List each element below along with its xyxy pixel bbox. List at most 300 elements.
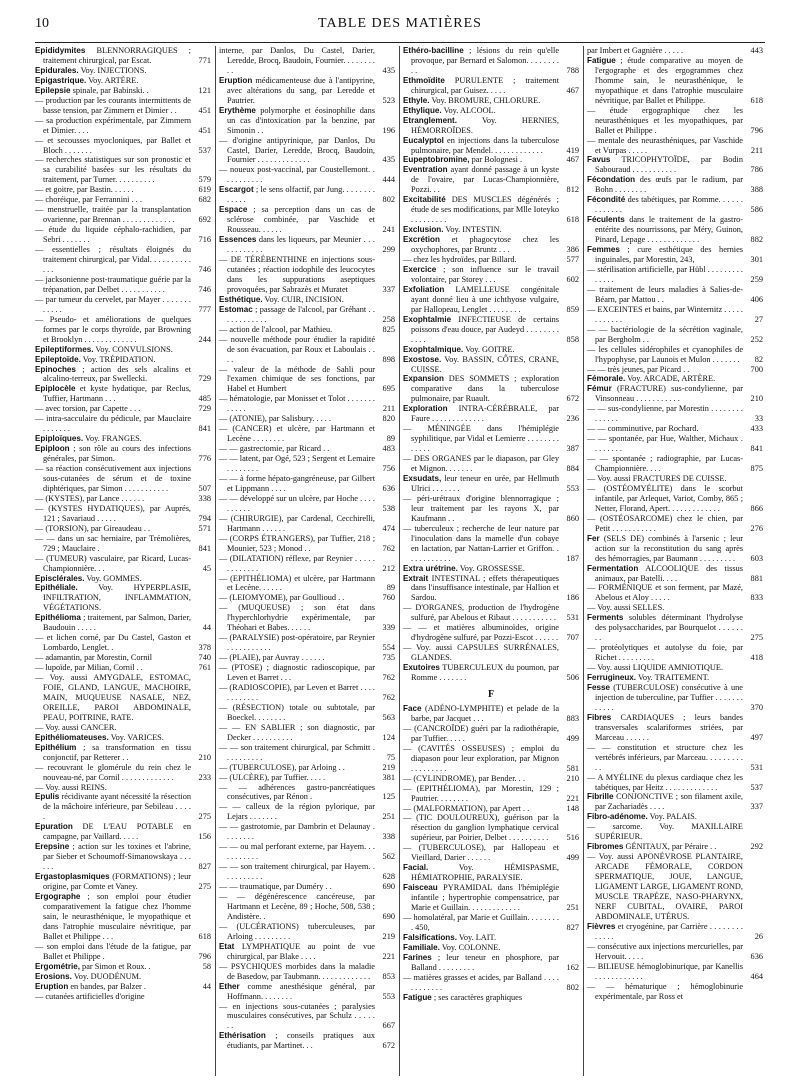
entry-text: ; son emploi pour étudier comparativement la fatigue chez l'homme sain, le neurasthénique, le myopathique et dans l'atrophie musculaire névritique, par Ballet et Philippe . . .	[43, 892, 191, 941]
entry-text: — (MUQUEUSE) ; son état dans l'hyperchlorhydrie expérimentale, par Théohari et Babes. . . . . .	[219, 603, 375, 633]
entry-text: — matières grasses et acides, par Balland . . . . . . . . . . . .	[403, 972, 559, 992]
entry-text: CONJONCTIVE ; son filament axile, par Zachariadès . . . .	[595, 792, 743, 812]
entry-text: — (PLAIE), par Auvray . . . . . .	[219, 653, 325, 663]
entry-page-number: 735	[382, 653, 395, 663]
entry-text: — Voy. aussi APONÉVROSE PLANTAIRE, ARCADE FÉMORALE, CORDON SPERMATIQUE, JOUE, LANGUE, LIGAMENT LARGE, LIGAMENT ROND, MUSCLE TRAPÈZE, NASO-PHARYNX, NERF CUBITAL, OVAIRE, PAROI ABDOMINALE, UTÉRUS.	[587, 852, 743, 921]
entry-text: — FORMÉNIQUE et son ferment, par Mazé, Abelous et Aloy . . . . .	[587, 583, 743, 603]
entry-text: en injections dans la tuberculose pulmonaire, par Mendel. . . . . . . . . . . . .	[411, 135, 559, 155]
entry-text: — (TUBERCULOSE), par Hallopeau et Vieillard, Darier . . . . . .	[403, 843, 559, 863]
entry-text: — Voy. aussi AMYGDALE, ESTOMAC, FOIE, GLAND, LANGUE, MACHOIRE, MAIN, MUQUEUSE NASALE, NEZ, OREILLE, PAROI ABDOMINALE, PEAU, POITRINE, RATE.	[35, 673, 191, 722]
entry-page-number: 337	[382, 284, 395, 294]
entry-page-number: 812	[566, 185, 579, 195]
index-entry	[219, 335, 395, 365]
index-entry	[35, 583, 211, 613]
index-column-4	[587, 46, 763, 1076]
index-entry	[219, 534, 395, 554]
entry-page-number: 251	[566, 903, 579, 913]
entry-text: ; son rôle au cours des infections générales, par Simon.	[43, 444, 191, 464]
entry-headword: Fer	[587, 533, 600, 543]
entry-headword: Epiplocèle	[35, 384, 76, 394]
entry-text: — — latent, par Ogé, 523 ; Sergent et Lemaire . . . . . . . .	[219, 454, 375, 474]
entry-text: dans le traitement de la gastro-entérite des nourrissons, par Méry, Guinon, Pinard, Lepage . . . . . . . . . . . . .	[595, 215, 743, 245]
index-entry	[219, 325, 395, 335]
index-entry	[403, 784, 579, 804]
entry-text: Voy. GOITRE.	[463, 344, 515, 354]
entry-text: — recouvrant le glomérule du rein chez le nouveau-né, par Cornil . . . . . . . . . . . . .	[35, 762, 191, 782]
entry-headword: Eruption	[35, 981, 69, 991]
index-entry	[219, 554, 395, 574]
entry-text: — — très jeunes, par Picard . .	[587, 364, 690, 374]
entry-text: — (CORPS ÉTRANGERS), par Tuffier, 218 ; Mounier, 523 ; Monod . .	[219, 533, 375, 553]
entry-text: — (RÉSECTION) totale ou subtotale, par Boeckel. . . . . . . .	[219, 702, 375, 722]
entry-text: DES MUSCLES dégénérés ; étude de ses modifications, par Mlle Ioteyko . . . . . . . . .	[411, 195, 559, 225]
entry-page-number: 771	[198, 55, 211, 65]
index-entry	[403, 774, 579, 784]
entry-text: — — à forme hépato-gangréneuse, par Gilbert et Lippmann . . . .	[219, 473, 375, 493]
index-entry	[587, 982, 763, 1002]
entry-page-number: 467	[566, 85, 579, 95]
entry-page-number: 898	[382, 354, 395, 364]
entry-page-number: 467	[566, 155, 579, 165]
entry-headword: Fièvres	[587, 921, 616, 931]
entry-page-number: 802	[566, 982, 579, 992]
entry-page-number: 841	[198, 424, 211, 434]
index-entry	[587, 673, 763, 683]
entry-text: — — bactériologie de la sécrétion vaginale, par Bergholm . .	[587, 324, 743, 344]
entry-page-number: 562	[382, 852, 395, 862]
entry-headword: Epulis	[35, 792, 60, 802]
index-entry	[587, 643, 763, 663]
index-entry	[587, 265, 763, 285]
entry-headword: Epithélium	[35, 742, 77, 752]
entry-page-number: 516	[566, 833, 579, 843]
entry-page-number: 716	[198, 235, 211, 245]
entry-text: — lupoïde, par Milian, Cornil . .	[35, 663, 143, 673]
entry-page-number: 212	[382, 563, 395, 573]
entry-headword: Etranglement.	[403, 115, 457, 125]
index-entry	[35, 185, 211, 195]
entry-page-number: 44	[202, 981, 211, 991]
entry-headword: Fibres	[587, 712, 612, 722]
entry-text: — stérilisation artificielle, par Hübl . . . . . . . . . . . . . .	[587, 264, 743, 284]
entry-page-number: 776	[198, 454, 211, 464]
entry-page-number: 618	[566, 215, 579, 225]
index-entry	[403, 165, 579, 195]
entry-text: — nouvelle méthode pour étudier la rapidité de son évacuation, par Roux et Laboulais . . . .	[219, 334, 375, 364]
entry-page-number: 236	[566, 414, 579, 424]
entry-headword: Eucalyptol	[403, 135, 444, 145]
index-entry	[587, 136, 763, 156]
index-entry	[403, 235, 579, 255]
entry-headword: Exsudats,	[403, 473, 442, 483]
index-entry	[35, 96, 211, 116]
index-entry	[587, 812, 763, 822]
entry-text: GÉNITAUX, par Péraire . .	[623, 842, 717, 852]
page-number: 10	[35, 16, 49, 31]
entry-headword: Eventration	[403, 165, 448, 175]
entry-page-number: 497	[750, 732, 763, 742]
index-entry	[35, 524, 211, 534]
column-divider	[583, 46, 584, 1076]
entry-text: — par tumeur du cervelet, par Mayer . . . . . . . . . . . .	[35, 294, 191, 314]
entry-text: — étude ergographique chez les neurasthéniques et les myopathiques, par Ballet et Philippe .	[587, 105, 743, 135]
index-entry	[219, 165, 395, 185]
index-entry	[219, 255, 395, 295]
entry-page-number: 406	[750, 294, 763, 304]
entry-text: Voy. HÉMISPASME, HÉMIATROPHIE, PARALYSIE.	[411, 863, 559, 883]
entry-headword: Epididymites	[35, 46, 86, 55]
entry-headword: Fatigue	[403, 992, 432, 1002]
index-entry	[403, 96, 579, 106]
index-entry	[403, 474, 579, 494]
index-entry	[219, 822, 395, 842]
entry-headword: Ethéro-bacilline	[403, 46, 464, 55]
entry-page-number: 523	[382, 95, 395, 105]
index-entry	[35, 355, 211, 365]
entry-text: PURULENTE ; traitement chirurgical, par Guisez. . . . .	[411, 75, 559, 95]
index-entry	[403, 255, 579, 265]
index-entry	[403, 106, 579, 116]
entry-text: — (LEIOMYOME), par Goullioud . .	[219, 593, 345, 603]
entry-text: Voy. INTESTIN.	[443, 225, 502, 235]
entry-text: — (CANCER) et ulcère, par Hartmann et Lecène . . . . . . . .	[219, 424, 375, 444]
entry-page-number: 258	[382, 314, 395, 324]
entry-text: — — adhérences gastro-pancréatiques consécutives, par Rénon .	[219, 782, 375, 802]
index-entry	[219, 46, 395, 76]
entry-page-number: 881	[750, 573, 763, 583]
index-entry	[219, 514, 395, 534]
entry-page-number: 211	[750, 145, 763, 155]
index-entry	[35, 743, 211, 763]
index-entry	[403, 46, 579, 76]
entry-text: par Simon et Roux. .	[79, 961, 151, 971]
entry-text: — Voy. aussi CAPSULES SURRÉNALES, GLANDES.	[403, 643, 559, 663]
entry-page-number: 586	[750, 205, 763, 215]
entry-headword: Ethérisation	[219, 1031, 266, 1041]
index-entry	[403, 494, 579, 524]
entry-page-number: 244	[198, 334, 211, 344]
entry-text: — (MALFORMATION), par Apert . .	[403, 803, 530, 813]
entry-page-number: 883	[566, 713, 579, 723]
entry-page-number: 796	[750, 125, 763, 135]
entry-text: et kyste hydatique, par Reclus, Tuffier, Hartmann . . .	[43, 384, 191, 404]
index-entry	[587, 663, 763, 673]
index-entry	[219, 743, 395, 763]
entry-text: — MÉNINGÉE dans l'hémiplégie syphilitique, par Vidal et Lemierre . . . . . . . . . . . . .	[403, 424, 559, 454]
entry-page-number: 762	[382, 673, 395, 683]
entry-page-number: 760	[382, 593, 395, 603]
index-column-1	[35, 46, 211, 1076]
index-entry	[587, 56, 763, 106]
entry-text: ; cure esthétique des hernies inguinales, par Morestin, 243,	[595, 245, 743, 265]
entry-headword: Fermentation	[587, 563, 639, 573]
entry-headword: Exploration	[403, 404, 448, 414]
entry-page-number: 506	[566, 673, 579, 683]
index-entry	[35, 763, 211, 783]
entry-page-number: 370	[750, 702, 763, 712]
index-entry	[403, 973, 579, 993]
index-entry	[219, 773, 395, 783]
index-entry	[403, 883, 579, 913]
entry-headword: Exostose.	[403, 354, 442, 364]
index-entry	[35, 892, 211, 942]
column-divider	[399, 46, 400, 1076]
entry-text: spinale, par Babinski. .	[70, 85, 149, 95]
entry-headword: Espace	[219, 205, 248, 215]
index-entry	[403, 943, 579, 953]
entry-text: — Voy. aussi REINS.	[35, 782, 107, 792]
index-entry	[35, 414, 211, 434]
index-entry	[219, 235, 395, 255]
entry-text: Voy. VARICES.	[108, 732, 164, 742]
index-entry	[219, 703, 395, 723]
index-entry	[219, 136, 395, 166]
entry-headword: Exutoires	[403, 663, 440, 673]
index-column-3	[403, 46, 579, 1076]
index-entry	[219, 494, 395, 514]
index-entry	[587, 434, 763, 454]
entry-text: — Pseudo- et améliorations de quelques formes par le corps thyroïde, par Browning et Brooklyn . . . . . . . . . . . . .	[35, 314, 191, 344]
index-column-2	[219, 46, 395, 1076]
index-entry	[35, 733, 211, 743]
entry-headword: Ethmoïdite	[403, 75, 445, 85]
entry-text: — — dans un sac herniaire, par Trémolières, 729 ; Mauclaire .	[35, 533, 191, 553]
entry-headword: Féculents	[587, 215, 625, 225]
index-entry	[219, 1002, 395, 1032]
index-entry	[587, 345, 763, 365]
entry-page-number: 388	[750, 185, 763, 195]
entry-page-number: 338	[382, 832, 395, 842]
index-entry	[35, 464, 211, 494]
index-entry	[219, 653, 395, 663]
index-entry	[587, 792, 763, 812]
entry-text: solubles déterminant l'hydrolyse des polysaccharides, par Bourquelot . . . . . . . .	[595, 613, 743, 643]
entry-headword: Fibro-adénome.	[587, 812, 648, 822]
index-entry	[35, 842, 211, 872]
entry-page-number: 485	[198, 394, 211, 404]
entry-headword: Estomac	[219, 304, 253, 314]
entry-text: Voy. LAIT.	[456, 932, 497, 942]
entry-text: — homolatéral, par Marie et Guillain. . . . . . . . . 450,	[403, 913, 559, 932]
index-entry	[219, 414, 395, 424]
entry-text: INFECTIEUSE de certains poissons d'eau douce, par Audeyd . . . . . . . . . . . .	[411, 314, 559, 344]
entry-text: — (RADIOSCOPIE), par Leven et Barret . . . . . . . . . . . .	[219, 683, 375, 702]
entry-text: — BILIEUSE hémoglobinurique, par Kanellis . . . . . . . . . . . .	[587, 961, 743, 981]
entry-page-number: 820	[382, 414, 395, 424]
entry-page-number: 554	[382, 643, 395, 653]
index-entry	[587, 404, 763, 424]
index-entry	[587, 583, 763, 603]
entry-page-number: 26	[754, 931, 763, 941]
entry-text: — — son traitement chirurgical, par Hayem. . . . . . . . . . .	[219, 862, 375, 882]
index-entry	[219, 802, 395, 822]
entry-page-number: 419	[566, 145, 579, 155]
entry-text: médicamenteuse due à l'antipyrine, avec altérations du sang, par Leredde et Pautrier.	[227, 75, 375, 105]
entry-text: — valeur de la méthode de Sahli pour l'examen chimique de ses fonctions, par Habel et Humbert	[219, 364, 375, 394]
index-entry	[403, 136, 579, 156]
entry-text: — en injections sous-cutanées ; paralysies musculaires consécutives, par Schulz . . . . . . .	[219, 1001, 375, 1031]
entry-page-number: 292	[750, 842, 763, 852]
entry-text: — (DILATATION) réflexe, par Reynier . . . . . . . . . . . . .	[219, 553, 375, 573]
entry-headword: Epileptoïde.	[35, 354, 81, 364]
entry-text: — — sus-condylienne, par Morestin . . . . . . . . . . . . . .	[587, 404, 743, 424]
entry-headword: Excitabilité	[403, 195, 446, 205]
index-entry	[403, 574, 579, 604]
entry-page-number: 121	[198, 85, 211, 95]
entry-page-number: 451	[198, 125, 211, 135]
entry-page-number: 233	[198, 772, 211, 782]
entry-headword: Expansion	[403, 374, 444, 384]
entry-headword: Epiploon	[35, 444, 70, 454]
entry-page-number: 45	[202, 563, 211, 573]
entry-text: — (TUBERCULOSE), par Arloing . .	[219, 762, 345, 772]
entry-page-number: 301	[750, 255, 763, 265]
entry-text: ; action sur les toxines et l'abrine, par Sieber et Schoumoff-Simanowskaya . . . . . .	[43, 842, 191, 872]
entry-page-number: 537	[198, 145, 211, 155]
entry-text: — — et matières albuminoïdes, origine d'hydrogène sulfuré, par Pozzi-Escot . . . . . .	[403, 623, 559, 643]
entry-text: Voy. GROSSESSE.	[457, 563, 525, 573]
index-entry	[219, 365, 395, 395]
entry-text: par Bolognesi .	[469, 155, 523, 165]
entry-page-number: 474	[382, 523, 395, 533]
index-entry	[219, 295, 395, 305]
entry-page-number: 435	[382, 155, 395, 165]
index-entry	[219, 882, 395, 892]
entry-text: Voy. HERNIES, HÉMORROÏDES.	[411, 115, 559, 135]
entry-text: LAMELLEUSE congénitale ayant donné lieu à une ichthyose vulgaire, par Hallopeau, Lenglet . . . . . . . .	[411, 284, 559, 314]
entry-text: — (ULCÉRATIONS) tuberculeuses, par Arloing . . . . . . . . .	[219, 921, 375, 941]
entry-text: en bandes, par Balzer .	[68, 981, 146, 991]
index-entry	[219, 474, 395, 494]
entry-text: — sa production expérimentale, par Zimmern et Dimier. . . .	[35, 115, 191, 135]
entry-text: — les cellules sidérophiles et cyanophiles de l'hypophyse, par Launois et Mulon . . . . . . .	[587, 344, 743, 364]
entry-headword: Ethyle.	[403, 95, 430, 105]
index-entry	[219, 663, 395, 683]
index-entry	[35, 404, 211, 414]
entry-page-number: 187	[566, 553, 579, 563]
entry-text: — (OSTÉOMYÉLITE) dans le scorbut infantile, par Arlequet, Variot, Comby, 865 ; Netter, Florand, Apert. . . . . . . . . . . . .	[587, 483, 743, 513]
index-entry	[587, 424, 763, 434]
index-entry	[35, 673, 211, 723]
entry-text: polymorphe et éosinophilie dans un cas d'intoxication par la benzine, par Simonin . .	[227, 105, 375, 135]
entry-page-number: 27	[754, 314, 763, 324]
entry-text: ; traitement, par Salmon, Darier, Baudouin . . . . .	[43, 613, 191, 633]
entry-text: ; passage de l'alcool, par Gréhant . . . . . . . . . . . .	[227, 304, 375, 324]
entry-text: — — dégénérescence cancéreuse, par Hartmann et Lecène, 89 ; Hoche, 508, 538 ; Andistère. .	[219, 892, 375, 921]
entry-text: — (CANCROÏDE) guéri par la radiothérapie, par Tuffier. . . . .	[403, 723, 559, 743]
entry-text: — traitement de leurs maladies à Salies-de-Béarn, par Mattou . .	[587, 284, 743, 304]
index-entry	[35, 962, 211, 972]
index-columns	[35, 46, 765, 1076]
entry-headword: Fibrille	[587, 792, 614, 802]
entry-headword: Ethylique.	[403, 105, 442, 115]
index-entry	[35, 66, 211, 76]
entry-page-number: 884	[566, 464, 579, 474]
index-entry	[587, 773, 763, 793]
entry-page-number: 378	[198, 643, 211, 653]
entry-text: — et secousses myocloniques, par Ballet et Bloch . . . . . . .	[35, 135, 191, 155]
entry-page-number: 618	[750, 95, 763, 105]
entry-text: des œufs par le radium, par Bohn . . . . . . . .	[595, 175, 743, 195]
entry-page-number: 210	[750, 394, 763, 404]
entry-text: — tuberculeux ; recherche de leur nature par l'inoculation dans la mamelle d'un cobaye en lactation, par Nattan-Larrier et Griffon. . . . . . . . . . . .	[403, 523, 559, 563]
entry-text: ; ses caractères graphiques	[431, 992, 523, 1002]
entry-text: ALCOOLIQUE des tissus animaux, par Batelli. . . .	[595, 563, 743, 583]
entry-page-number: 746	[198, 284, 211, 294]
index-entry	[403, 355, 579, 375]
entry-text: — sarcome. Voy. MAXILLAIRE SUPÉRIEUR.	[587, 822, 743, 842]
entry-headword: Excrétion	[403, 235, 440, 245]
entry-text: — péri-urétraux d'origine blennorragique ; leur traitement par les rayons X, par Kaufmann . .	[403, 493, 559, 523]
entry-page-number: 860	[566, 513, 579, 523]
entry-headword: Ergastoplasmiques	[35, 872, 110, 882]
index-entry	[35, 225, 211, 245]
entry-page-number: 444	[382, 175, 395, 185]
index-entry	[403, 345, 579, 355]
entry-page-number: 619	[198, 185, 211, 195]
index-entry	[219, 424, 395, 444]
entry-page-number: 707	[566, 633, 579, 643]
entry-text: — sa réaction consécutivement aux injections sous-cutanées de sérum et de toxine diphtériques, par Simon . . . . . . . . . . .	[35, 464, 191, 493]
entry-headword: Fibromes	[587, 842, 624, 852]
index-entry	[587, 365, 763, 375]
entry-text: interne, par Danlos, Du Castel, Darier, Leredde, Brocq, Baudoin, Fournier. . . . . . . . . .	[219, 46, 375, 75]
entry-headword: Eupeptobromine,	[403, 155, 470, 165]
index-entry	[587, 484, 763, 514]
entry-page-number: 531	[566, 613, 579, 623]
page-header	[35, 12, 765, 43]
entry-headword: Eruption	[219, 75, 253, 85]
entry-text: — protéolytiques et autolyse du foie, par Richet . . . . . . . . .	[587, 643, 743, 663]
entry-text: Voy. ARCADE, ARTÈRE.	[625, 374, 716, 384]
index-entry	[35, 494, 211, 504]
entry-page-number: 337	[750, 802, 763, 812]
index-entry	[219, 942, 395, 962]
entry-page-number: 251	[382, 812, 395, 822]
entry-page-number: 507	[198, 483, 211, 493]
entry-page-number: 788	[566, 65, 579, 75]
entry-text: Voy. CONVULSIONS.	[93, 344, 173, 354]
entry-page-number: 853	[382, 971, 395, 981]
entry-headword: Etat	[219, 941, 235, 951]
entry-text: et cryogénine, par Carrière . . . . . . . . . . . . .	[595, 921, 743, 941]
entry-text: des tabétiques, par Romme. . . . . . . . . . . . .	[595, 195, 743, 215]
entry-page-number: 275	[750, 633, 763, 643]
entry-text: — Voy. aussi FRACTURES DE CUISSE.	[587, 473, 727, 483]
entry-headword: Erosions.	[35, 971, 72, 981]
entry-headword: Ferments	[587, 613, 624, 623]
index-entry	[35, 504, 211, 524]
entry-headword: Erepsine	[35, 842, 70, 852]
index-entry	[403, 704, 579, 724]
entry-text: — hématologie, par Monisset et Tolot . . . . . . . . . . . .	[219, 394, 375, 414]
entry-page-number: 636	[382, 483, 395, 493]
index-entry	[219, 444, 395, 454]
index-entry	[587, 285, 763, 305]
entry-text: — mentale des neurasthéniques, par Vaschide et Vurpas . . . . .	[587, 135, 743, 155]
index-entry	[587, 564, 763, 584]
entry-page-number: 219	[382, 931, 395, 941]
index-entry	[35, 942, 211, 962]
index-entry	[403, 843, 579, 863]
entry-headword: Fesse	[587, 683, 610, 692]
index-entry	[219, 763, 395, 773]
entry-headword: Familiale.	[403, 942, 440, 952]
entry-text: Voy. HYPERPLASIE, INFILTRATION, INFLAMMATION, VÉGÉTATIONS.	[43, 583, 191, 613]
index-entry	[35, 245, 211, 275]
entry-page-number: 746	[198, 264, 211, 274]
entry-page-number: 435	[382, 65, 395, 75]
